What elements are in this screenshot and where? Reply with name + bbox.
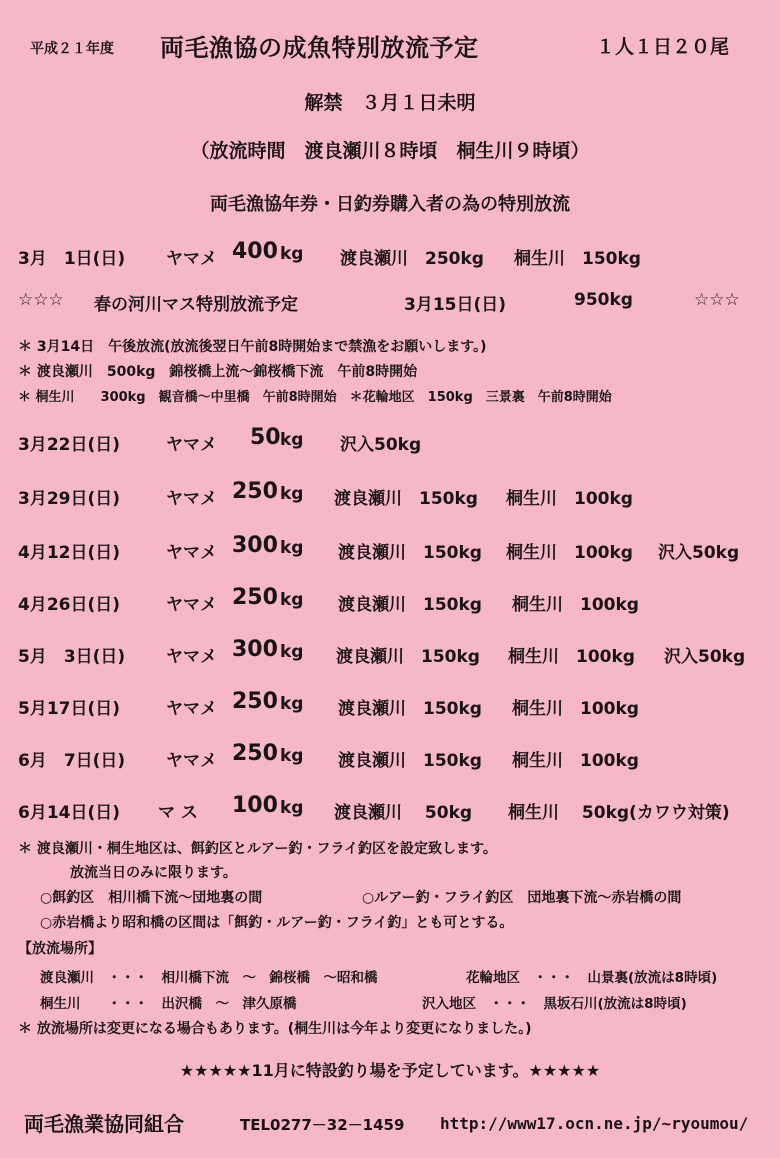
- opening-date: 解禁 ３月１日未明: [304, 92, 476, 114]
- destination-1: 渡良瀬川 150kg: [338, 699, 482, 719]
- destination-1: 渡良瀬川 250kg: [340, 249, 484, 269]
- announcement: ★★★★★11月に特設釣り場を予定しています。★★★★★: [179, 1061, 601, 1080]
- zone-note: ＊ 渡良瀬川・桐生地区は、餌釣区とルアー釣・フライ釣区を設定致します。: [18, 841, 497, 857]
- destination-1: 渡良瀬川 150kg: [336, 647, 480, 667]
- release-date: 3月22日(日): [18, 435, 121, 455]
- release-amount: 300: [232, 637, 278, 662]
- release-amount: 250: [232, 479, 278, 504]
- release-amount: 50: [250, 425, 281, 450]
- fish-type: ヤマメ: [166, 435, 217, 455]
- destination-1: 渡良瀬川 150kg: [338, 595, 482, 615]
- release-date: 5月 3日(日): [18, 647, 126, 667]
- release-amount: 250: [232, 689, 278, 714]
- header-row: [0, 24, 780, 64]
- lure-fly-zone: ○ルアー釣・フライ釣区 団地裏下流～赤岩橋の間: [362, 890, 682, 906]
- destination-1: 渡良瀬川 150kg: [334, 489, 478, 509]
- places-heading: 【放流場所】: [18, 941, 102, 957]
- destination-1: 渡良瀬川 50kg: [334, 803, 473, 823]
- release-amount: 250: [232, 741, 278, 766]
- catch-limit: １人１日２０尾: [596, 36, 730, 58]
- release-date: 6月14日(日): [18, 803, 121, 823]
- destination-3: 沢入50kg: [664, 647, 746, 667]
- destination-3: 沢入50kg: [658, 543, 740, 563]
- place-row: 花輪地区 ・・・ 山景裏(放流は8時頃): [466, 970, 718, 986]
- fish-type: ヤマメ: [166, 699, 217, 719]
- special-date: 3月15日(日): [404, 295, 507, 315]
- release-date: 4月12日(日): [18, 543, 121, 563]
- organization-name: 両毛漁業協同組合: [24, 1112, 184, 1136]
- destination-2: 桐生川 100kg: [506, 489, 633, 509]
- release-amount: 100: [232, 793, 278, 818]
- fish-type: ヤマメ: [166, 489, 217, 509]
- amount-unit: kg: [280, 484, 304, 504]
- fish-type: ヤマメ: [166, 647, 217, 667]
- amount-unit: kg: [280, 642, 304, 662]
- page-title: 両毛漁協の成魚特別放流予定: [160, 34, 479, 62]
- fish-type: マ ス: [158, 803, 198, 823]
- website-url: http://www17.ocn.ne.jp/~ryoumou/: [440, 1114, 749, 1133]
- special-label: 春の河川マス特別放流予定: [94, 295, 298, 315]
- amount-unit: kg: [280, 538, 304, 558]
- release-date: 5月17日(日): [18, 699, 121, 719]
- place-row: 桐生川 ・・・ 出沢橋 ～ 津久原橋: [40, 996, 297, 1012]
- destination-2: 桐生川 100kg: [512, 699, 639, 719]
- special-note: ＊ 3月14日 午後放流(放流後翌日午前8時開始まで禁漁をお願いします。): [18, 339, 487, 355]
- destination-1: 沢入50kg: [340, 435, 422, 455]
- destination-1: 渡良瀬川 150kg: [338, 751, 482, 771]
- stars-left: ☆☆☆: [18, 290, 64, 310]
- release-date: 3月 1日(日): [18, 249, 126, 269]
- release-amount: 250: [232, 585, 278, 610]
- fish-type: ヤマメ: [166, 249, 217, 269]
- subtitle: 両毛漁協年券・日釣券購入者の為の特別放流: [210, 194, 570, 215]
- stars-right: ☆☆☆: [694, 290, 740, 310]
- release-times: （放流時間 渡良瀬川８時頃 桐生川９時頃）: [190, 140, 590, 162]
- amount-unit: kg: [280, 746, 304, 766]
- amount-unit: kg: [280, 430, 304, 450]
- release-amount: 400: [232, 239, 278, 264]
- amount-unit: kg: [280, 590, 304, 610]
- zone-note: 放流当日のみに限ります。: [70, 865, 237, 881]
- destination-1: 渡良瀬川 150kg: [338, 543, 482, 563]
- release-date: 4月26日(日): [18, 595, 121, 615]
- fish-type: ヤマメ: [166, 543, 217, 563]
- amount-unit: kg: [280, 244, 304, 264]
- fish-type: ヤマメ: [166, 595, 217, 615]
- zone-note: ○赤岩橋より昭和橋の区間は「餌釣・ルアー釣・フライ釣」とも可とする。: [40, 915, 514, 931]
- fish-type: ヤマメ: [166, 751, 217, 771]
- bait-zone: ○餌釣区 相川橋下流～団地裏の間: [40, 890, 263, 906]
- amount-unit: kg: [280, 798, 304, 818]
- release-amount: 300: [232, 533, 278, 558]
- destination-2: 桐生川 100kg: [512, 595, 639, 615]
- destination-2: 桐生川 150kg: [514, 249, 641, 269]
- special-note: ＊ 渡良瀬川 500kg 錦桜橋上流～錦桜橋下流 午前8時開始: [18, 364, 418, 380]
- special-note: ＊ 桐生川 300kg 観音橋～中里橋 午前8時開始 ＊花輪地区 150kg 三景裏 午前8時開始: [18, 390, 612, 405]
- places-note: ＊ 放流場所は変更になる場合もあります。(桐生川は今年より変更になりました。): [18, 1021, 532, 1037]
- release-date: 6月 7日(日): [18, 751, 126, 771]
- place-row: 沢入地区 ・・・ 黒坂石川(放流は8時頃): [422, 996, 687, 1012]
- fiscal-year: 平成２１年度: [30, 41, 114, 57]
- special-amount: 950kg: [574, 290, 633, 310]
- destination-2: 桐生川 50kg(カワウ対策): [508, 803, 730, 823]
- destination-2: 桐生川 100kg: [512, 751, 639, 771]
- release-date: 3月29日(日): [18, 489, 121, 509]
- destination-2: 桐生川 100kg: [508, 647, 635, 667]
- place-row: 渡良瀬川 ・・・ 相川橋下流 ～ 錦桜橋 ～昭和橋: [40, 970, 378, 986]
- destination-2: 桐生川 100kg: [506, 543, 633, 563]
- phone-number: TEL0277－32－1459: [240, 1116, 405, 1134]
- amount-unit: kg: [280, 694, 304, 714]
